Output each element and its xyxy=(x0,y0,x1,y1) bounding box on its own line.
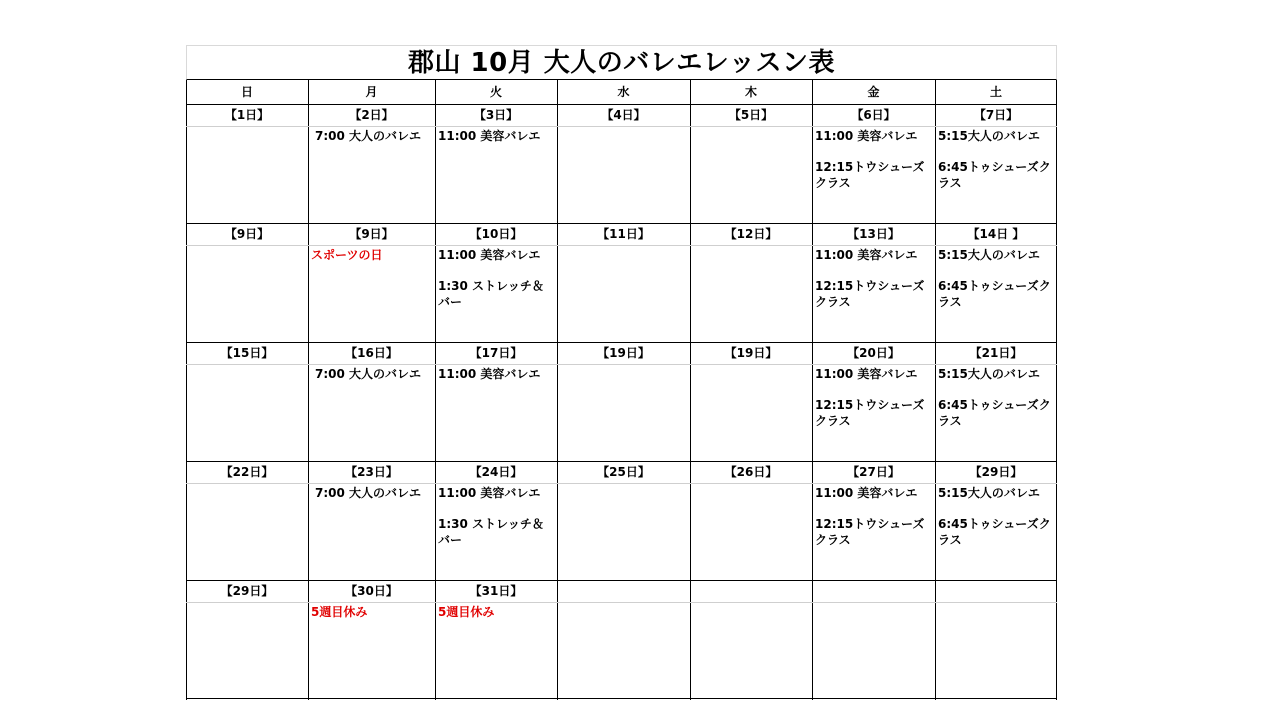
day-date-label: 【26日】 xyxy=(724,465,778,479)
day-date-label: 【7日】 xyxy=(973,108,1019,122)
day-date-label: 【3日】 xyxy=(473,108,519,122)
day-date-label: 【15日】 xyxy=(220,346,274,360)
lesson-entry: 6:45トゥシューズクラス xyxy=(938,517,1051,547)
day-date-label: 【20日】 xyxy=(847,346,900,360)
day-date-label: 【31日】 xyxy=(469,584,523,598)
date-separator xyxy=(186,483,1057,484)
day-date-label: 【10日】 xyxy=(469,227,523,241)
day-date-label: 【19日】 xyxy=(724,346,778,360)
day-date-label: 【5日】 xyxy=(728,108,774,122)
grid-column-line xyxy=(308,80,309,700)
weekday-header: 土 xyxy=(989,85,1002,99)
day-date-label: 【14日 】 xyxy=(967,227,1025,241)
day-date-label: 【9日】 xyxy=(349,227,394,241)
holiday-note: 5週目休み xyxy=(438,605,495,619)
lesson-entry: 11:00 美容バレエ xyxy=(815,248,918,262)
day-date-label: 【9日】 xyxy=(224,227,270,241)
lesson-entry: 1:30 ストレッチ＆バー xyxy=(438,279,544,309)
day-date-label: 【24日】 xyxy=(469,465,523,479)
lesson-schedule-sheet xyxy=(186,45,1057,700)
date-separator xyxy=(186,364,1057,365)
day-date-label: 【13日】 xyxy=(847,227,900,241)
day-date-label: 【12日】 xyxy=(724,227,778,241)
weekday-header: 日 xyxy=(240,85,253,99)
lesson-entry: 11:00 美容バレエ xyxy=(438,486,541,500)
weekday-header: 水 xyxy=(617,85,630,99)
grid-row-line xyxy=(186,698,1057,699)
day-date-label: 【19日】 xyxy=(597,346,650,360)
lesson-entry: 5:15大人のバレエ xyxy=(938,486,1040,500)
day-date-label: 【29日】 xyxy=(969,465,1023,479)
grid-column-line xyxy=(186,80,187,700)
lesson-entry: 12:15トウシューズクラス xyxy=(815,279,925,309)
title-row xyxy=(186,45,1057,80)
date-separator xyxy=(186,245,1057,246)
page-title: 郡山 10月 大人のバレエレッスン表 xyxy=(407,48,836,78)
lesson-entry: 12:15トウシューズクラス xyxy=(815,160,925,190)
lesson-entry: 7:00 大人のバレエ xyxy=(315,486,422,500)
lesson-entry: 5:15大人のバレエ xyxy=(938,367,1040,381)
date-separator xyxy=(186,602,1057,603)
day-date-label: 【21日】 xyxy=(969,346,1023,360)
lesson-entry: 7:00 大人のバレエ xyxy=(315,129,422,143)
day-date-label: 【16日】 xyxy=(345,346,398,360)
lesson-entry: 11:00 美容バレエ xyxy=(815,486,918,500)
day-date-label: 【1日】 xyxy=(224,108,270,122)
day-date-label: 【27日】 xyxy=(847,465,900,479)
lesson-entry: 5:15大人のバレエ xyxy=(938,248,1040,262)
lesson-entry: 7:00 大人のバレエ xyxy=(315,367,422,381)
lesson-entry: 6:45トゥシューズクラス xyxy=(938,279,1051,309)
day-date-label: 【29日】 xyxy=(220,584,274,598)
weekday-header: 木 xyxy=(744,85,757,99)
lesson-entry: 6:45トゥシューズクラス xyxy=(938,160,1051,190)
grid-column-line xyxy=(435,80,436,700)
lesson-entry: 11:00 美容バレエ xyxy=(438,248,541,262)
grid-column-line xyxy=(812,80,813,700)
day-date-label: 【22日】 xyxy=(220,465,274,479)
grid-column-line xyxy=(557,80,558,700)
day-date-label: 【17日】 xyxy=(469,346,523,360)
day-date-label: 【2日】 xyxy=(349,108,394,122)
grid-column-line xyxy=(935,80,936,700)
lesson-entry: 1:30 ストレッチ＆バー xyxy=(438,517,544,547)
weekday-header: 月 xyxy=(365,85,378,99)
lesson-entry: 12:15トウシューズクラス xyxy=(815,517,925,547)
day-date-label: 【11日】 xyxy=(597,227,650,241)
lesson-entry: 11:00 美容バレエ xyxy=(815,367,918,381)
weekday-header: 火 xyxy=(489,85,502,99)
holiday-note: 5週目休み xyxy=(311,605,368,619)
lesson-entry: 11:00 美容バレエ xyxy=(438,129,541,143)
lesson-entry: 11:00 美容バレエ xyxy=(815,129,918,143)
lesson-entry: 6:45トゥシューズクラス xyxy=(938,398,1051,428)
calendar-grid xyxy=(186,80,1057,700)
grid-column-line xyxy=(690,80,691,700)
day-date-label: 【30日】 xyxy=(345,584,398,598)
day-date-label: 【25日】 xyxy=(597,465,650,479)
day-date-label: 【23日】 xyxy=(345,465,398,479)
holiday-note: スポーツの日 xyxy=(311,248,383,262)
weekday-header: 金 xyxy=(867,85,880,99)
date-separator xyxy=(186,126,1057,127)
day-date-label: 【4日】 xyxy=(601,108,646,122)
lesson-entry: 12:15トウシューズクラス xyxy=(815,398,925,428)
day-date-label: 【6日】 xyxy=(851,108,896,122)
lesson-entry: 11:00 美容バレエ xyxy=(438,367,541,381)
lesson-entry: 5:15大人のバレエ xyxy=(938,129,1040,143)
grid-column-line xyxy=(1056,80,1057,700)
